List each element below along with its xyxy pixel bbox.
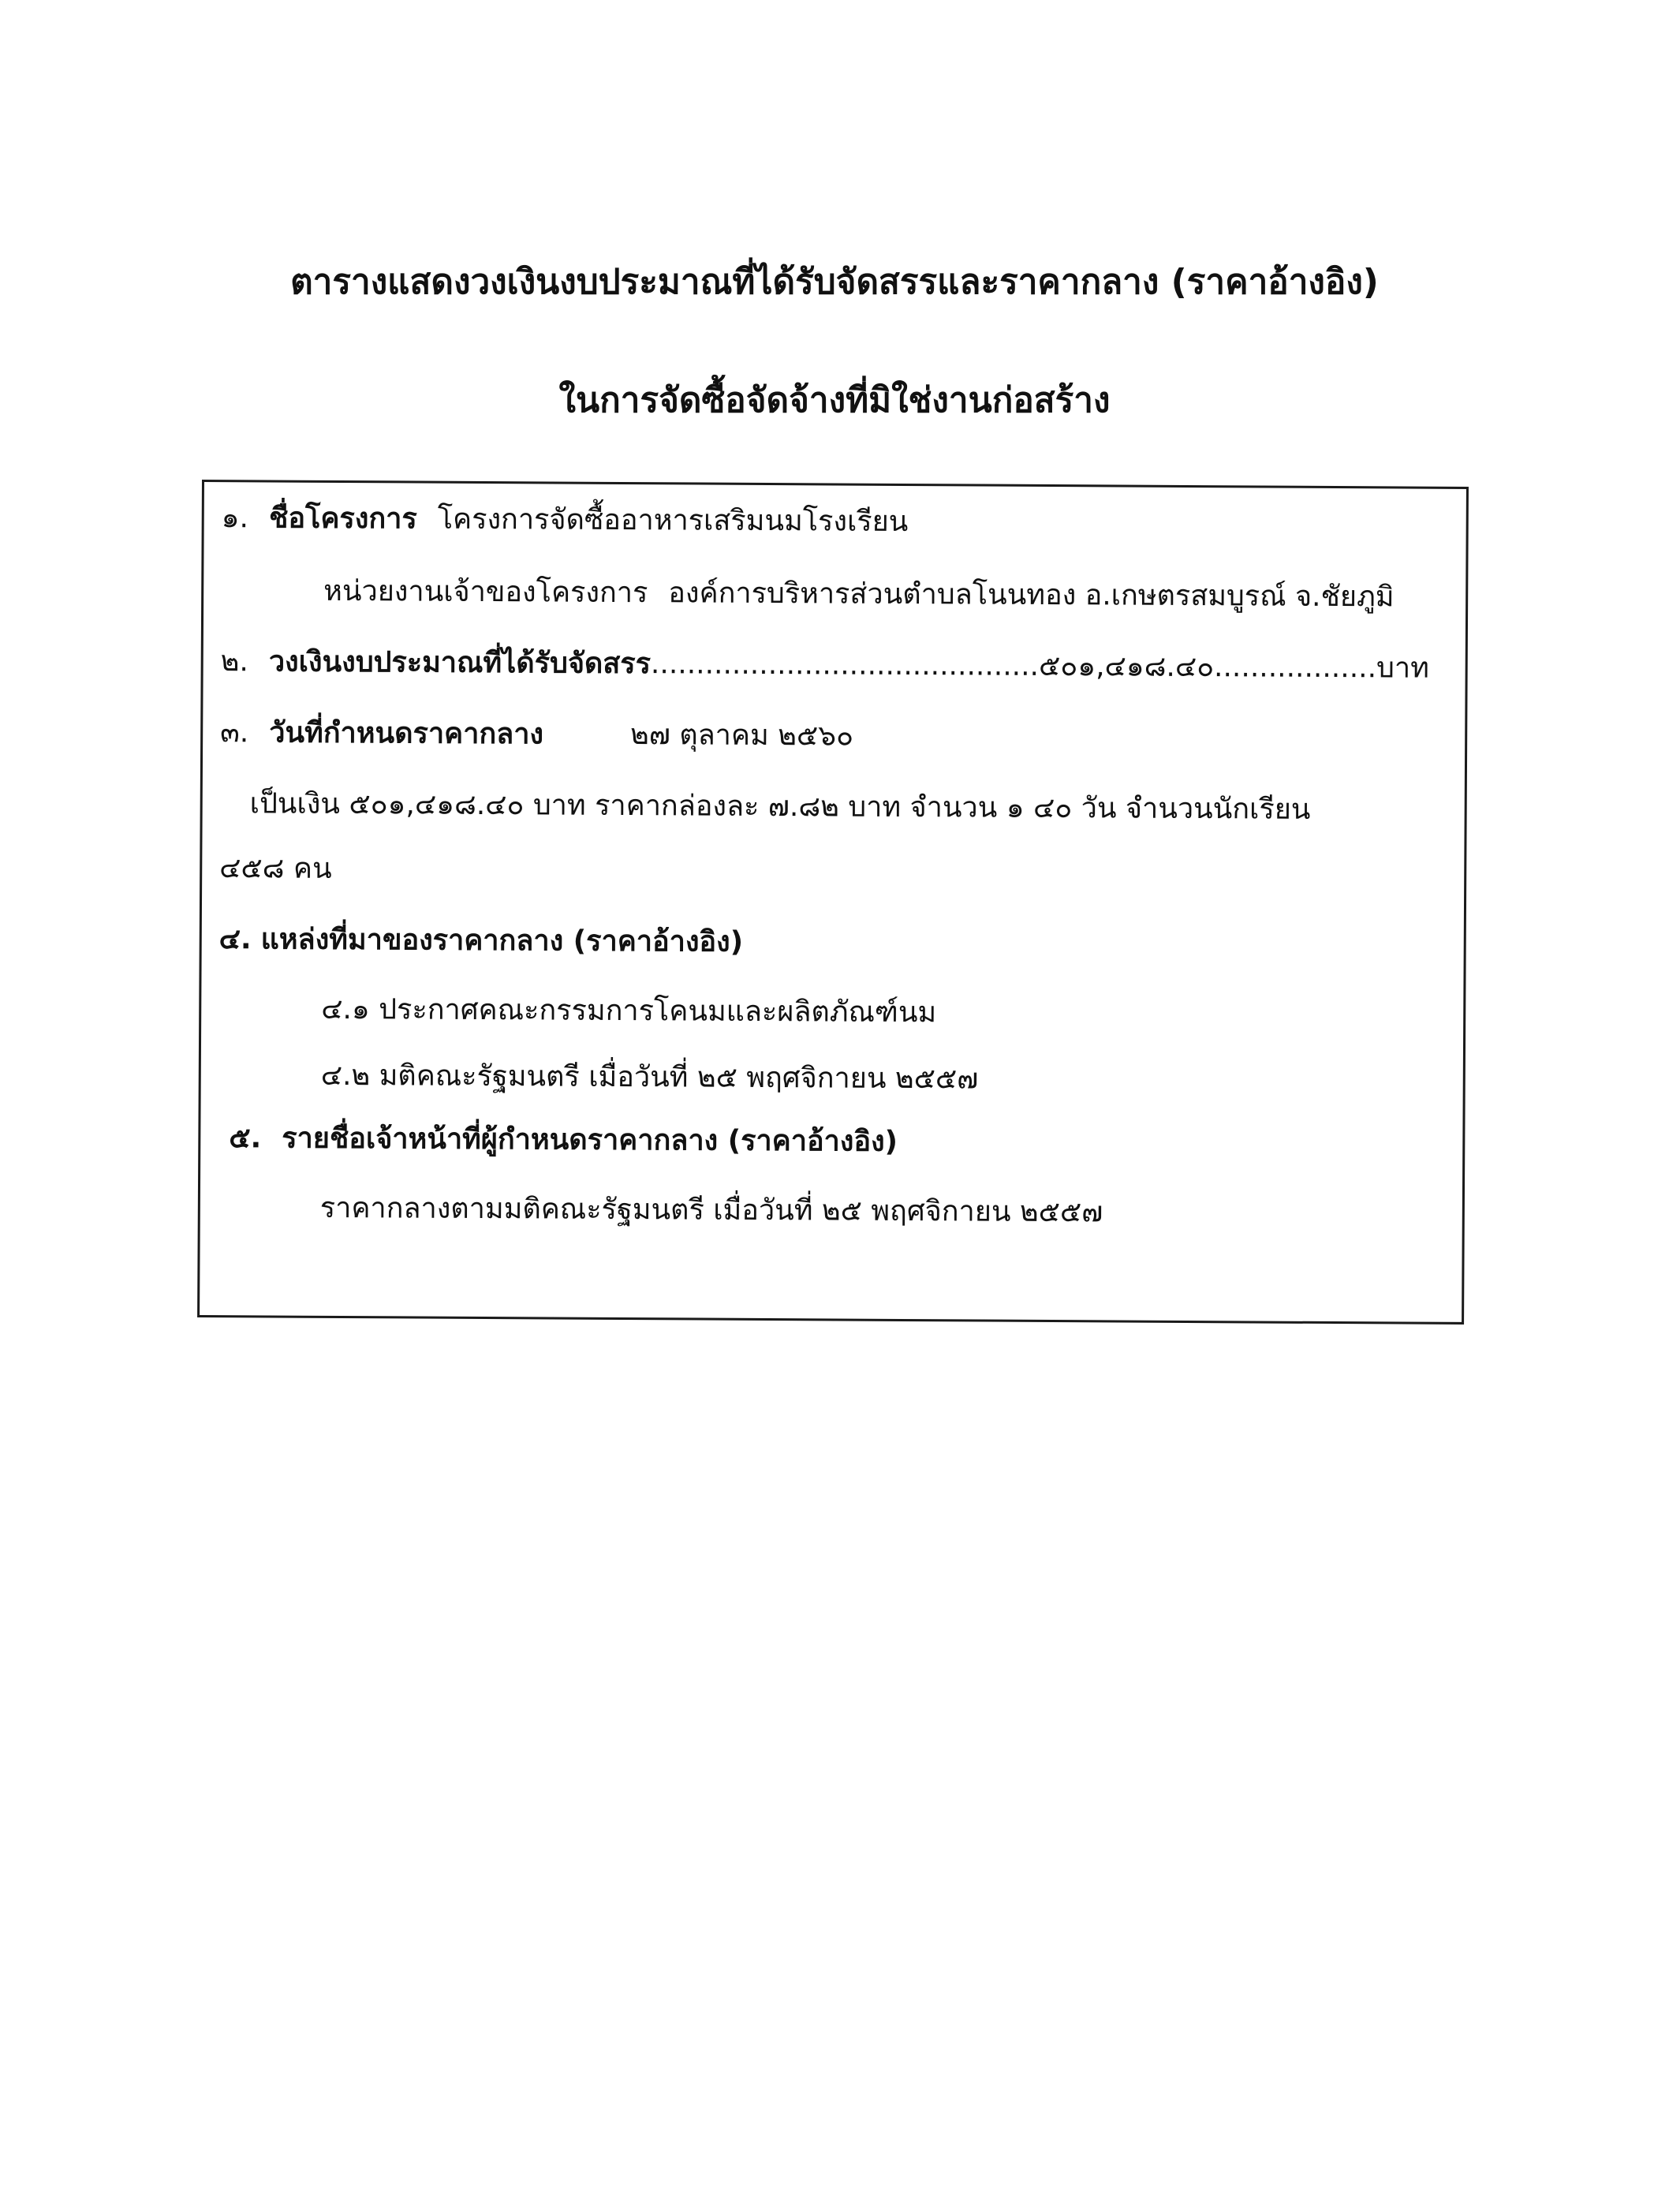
item-5-label: รายชื่อเจ้าหน้าที่ผู้กำหนดราคากลาง (ราคาอ้างอิง) <box>282 1122 898 1158</box>
document-title-line-2: ในการจัดซื้อจัดจ้างที่มิใช่งานก่อสร้าง <box>558 380 1111 420</box>
item-3-detail: เป็นเงิน ๕๐๑,๔๑๘.๔๐ บาท ราคากล่องละ ๗.๘๒ บาท จำนวน ๑ ๔๐ วัน จำนวนนักเรียน <box>249 787 1311 826</box>
item-3-row <box>220 714 853 755</box>
item-5-number: ๕. <box>229 1122 262 1155</box>
item-5-value: ราคากลางตามมติคณะรัฐมนตรี เมื่อวันที่ ๒๕ พฤศจิกายน ๒๕๕๗ <box>319 1191 1103 1229</box>
item-2-row <box>221 643 1429 688</box>
item-2-number: ๒. <box>220 645 249 678</box>
item-4-sub-1: ๔.๑ ประกาศคณะกรรมการโคนมและผลิตภัณฑ์นม <box>321 992 937 1029</box>
item-1-value: โครงการจัดซื้ออาหารเสริมนมโรงเรียน <box>437 503 909 539</box>
item-1-owner-value: องค์การบริหารส่วนตำบลโนนทอง อ.เกษตรสมบูรณ์ จ.ชัยภูมิ <box>668 577 1395 614</box>
item-1-owner-label: หน่วยงานเจ้าของโครงการ <box>323 574 648 610</box>
item-2-dots-before: ........................................... <box>650 648 1040 682</box>
item-1-number: ๑. <box>221 502 249 535</box>
item-2-dots-after: .................. <box>1214 651 1377 685</box>
item-2-unit: บาท <box>1376 652 1430 685</box>
item-4-row <box>219 921 744 962</box>
item-1-row <box>222 499 909 541</box>
item-3-label: วันที่กำหนดราคากลาง <box>269 716 544 751</box>
item-1-owner-row <box>323 573 1395 617</box>
item-2-label: วงเงินงบประมาณที่ได้รับจัดสรร <box>268 645 652 681</box>
item-4-sub-2: ๔.๒ มติคณะรัฐมนตรี เมื่อวันที่ ๒๕ พฤศจิกายน ๒๕๕๗ <box>320 1059 979 1096</box>
item-4-number: ๔. <box>218 923 252 956</box>
item-5-row <box>229 1119 898 1161</box>
item-3-detail-continued: ๔๕๘ คน <box>219 852 332 885</box>
item-3-date: ๒๗ ตุลาคม ๒๕๖๐ <box>629 719 854 753</box>
item-3-number: ๓. <box>220 716 249 749</box>
info-box <box>197 480 1469 1325</box>
item-2-value: ๕๐๑,๔๑๘.๔๐ <box>1038 649 1215 684</box>
item-1-label: ชื่อโครงการ <box>268 502 417 536</box>
item-4-label: แหล่งที่มาของราคากลาง (ราคาอ้างอิง) <box>260 923 744 958</box>
document-title-line-1: ตารางแสดงวงเงินงบประมาณที่ได้รับจัดสรรและราคากลาง (ราคาอ้างอิง) <box>290 262 1379 302</box>
